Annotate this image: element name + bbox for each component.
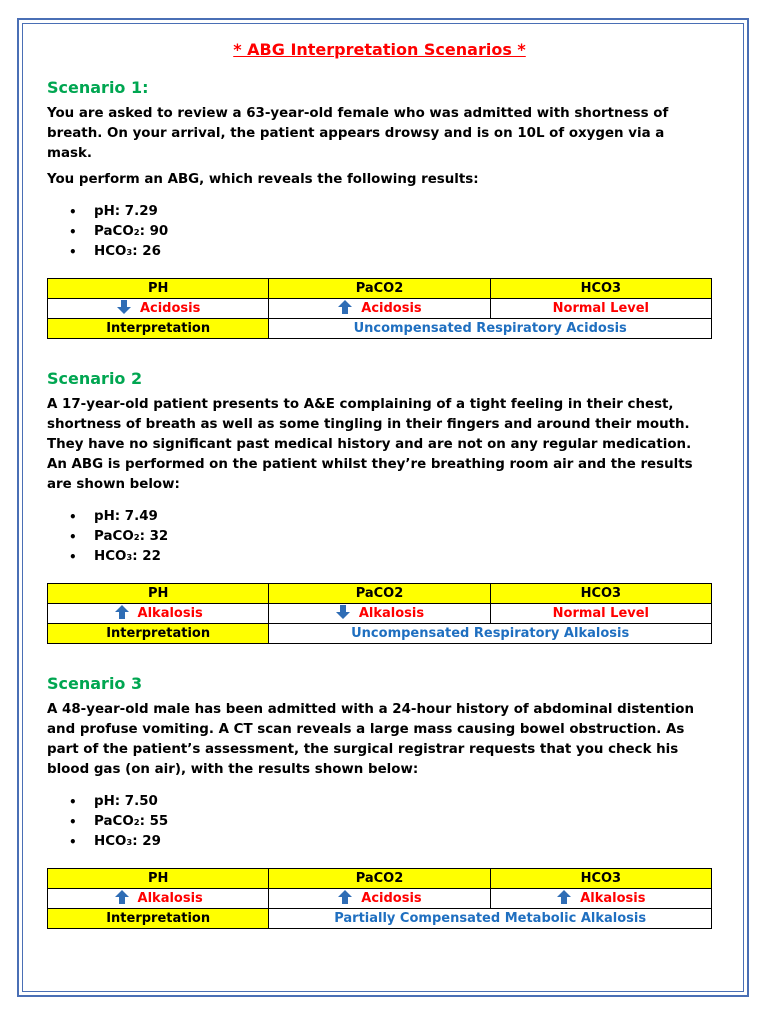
arrow-up-icon <box>114 604 130 620</box>
table-row <box>48 604 712 624</box>
interpretation-label: Interpretation <box>48 319 269 339</box>
header-paco2: PaCO2 <box>269 869 490 889</box>
hco3-cell: Normal Level <box>490 299 711 319</box>
bullet-icon: • <box>69 510 77 524</box>
arrow-up-icon <box>337 889 353 905</box>
bullet-icon: • <box>69 795 77 809</box>
list-item <box>47 527 712 547</box>
list-item <box>47 507 712 527</box>
scenario-heading: Scenario 2 <box>47 369 143 388</box>
result-text: PaCO₂: 90 <box>94 224 169 239</box>
bullet-icon: • <box>69 225 77 239</box>
list-item <box>47 547 712 567</box>
bullet-icon: • <box>69 245 77 259</box>
list-item <box>47 222 712 242</box>
bullet-icon: • <box>69 550 77 564</box>
arrow-up-icon <box>337 299 353 315</box>
header-ph: PH <box>48 279 269 299</box>
list-item <box>47 792 712 812</box>
scenario-paragraph: A 48-year-old male has been admitted with a 24-hour history of abdominal distention and profuse vomiting. A CT scan reveals a large mass causing bowel obstruction. As part of the patient’s assessment, the surgical registrar requests that you check his blood gas (on air), with the results shown below: <box>47 702 695 777</box>
scenario-paragraph: A 17-year-old patient presents to A&E complaining of a tight feeling in their chest, shortness of breath as well as some tingling in their fingers and around their mouth. They have no significant past medical history and are not on any regular medication. An ABG is performed on the patient whilst they’re breathing room air and the results are shown below: <box>47 397 693 492</box>
interpretation-value: Uncompensated Respiratory Alkalosis <box>269 624 712 644</box>
page-title: * ABG Interpretation Scenarios * <box>233 40 526 59</box>
scenario-heading: Scenario 1: <box>47 78 149 97</box>
arrow-up-icon <box>556 889 572 905</box>
header-paco2: PaCO2 <box>269 279 490 299</box>
header-hco3: HCO3 <box>490 279 711 299</box>
header-hco3: HCO3 <box>490 869 711 889</box>
ph-cell: Acidosis <box>48 299 269 319</box>
paco2-cell: Acidosis <box>269 299 490 319</box>
table-header-row <box>48 279 712 299</box>
abg-table <box>47 583 712 644</box>
list-item <box>47 202 712 222</box>
bullet-icon: • <box>69 205 77 219</box>
bullet-icon: • <box>69 815 77 829</box>
interpretation-label: Interpretation <box>48 624 269 644</box>
list-item <box>47 832 712 852</box>
scenario-paragraph: You perform an ABG, which reveals the following results: <box>47 172 479 187</box>
results-list <box>47 792 712 852</box>
interpretation-row <box>48 319 712 339</box>
results-list <box>47 202 712 262</box>
interpretation-value: Partially Compensated Metabolic Alkalosis <box>269 909 712 929</box>
arrow-down-icon <box>116 299 132 315</box>
ph-cell: Alkalosis <box>48 889 269 909</box>
interpretation-row <box>48 909 712 929</box>
document-body <box>47 38 712 929</box>
scenario-2 <box>47 367 712 644</box>
scenario-1 <box>47 76 712 339</box>
interpretation-label: Interpretation <box>48 909 269 929</box>
scenario-heading: Scenario 3 <box>47 674 143 693</box>
result-text: HCO₃: 29 <box>94 834 161 849</box>
bullet-icon: • <box>69 530 77 544</box>
header-paco2: PaCO2 <box>269 584 490 604</box>
bullet-icon: • <box>69 835 77 849</box>
interpretation-value: Uncompensated Respiratory Acidosis <box>269 319 712 339</box>
result-text: PaCO₂: 32 <box>94 529 169 544</box>
table-row <box>48 889 712 909</box>
abg-table <box>47 868 712 929</box>
result-text: HCO₃: 26 <box>94 244 161 259</box>
paco2-cell: Alkalosis <box>269 604 490 624</box>
header-ph: PH <box>48 584 269 604</box>
result-text: pH: 7.49 <box>94 509 158 524</box>
scenario-paragraph: You are asked to review a 63-year-old female who was admitted with shortness of breath. On your arrival, the patient appears drowsy and is on 10L of oxygen via a mask. <box>47 106 669 161</box>
result-text: HCO₃: 22 <box>94 549 161 564</box>
result-text: pH: 7.50 <box>94 794 158 809</box>
hco3-cell: Normal Level <box>490 604 711 624</box>
ph-cell: Alkalosis <box>48 604 269 624</box>
header-hco3: HCO3 <box>490 584 711 604</box>
interpretation-row <box>48 624 712 644</box>
result-text: pH: 7.29 <box>94 204 158 219</box>
hco3-cell: Alkalosis <box>490 889 711 909</box>
abg-table <box>47 278 712 339</box>
list-item <box>47 812 712 832</box>
paco2-cell: Acidosis <box>269 889 490 909</box>
table-header-row <box>48 584 712 604</box>
list-item <box>47 242 712 262</box>
result-text: PaCO₂: 55 <box>94 814 169 829</box>
header-ph: PH <box>48 869 269 889</box>
results-list <box>47 507 712 567</box>
scenario-3 <box>47 672 712 929</box>
table-row <box>48 299 712 319</box>
arrow-down-icon <box>335 604 351 620</box>
arrow-up-icon <box>114 889 130 905</box>
table-header-row <box>48 869 712 889</box>
